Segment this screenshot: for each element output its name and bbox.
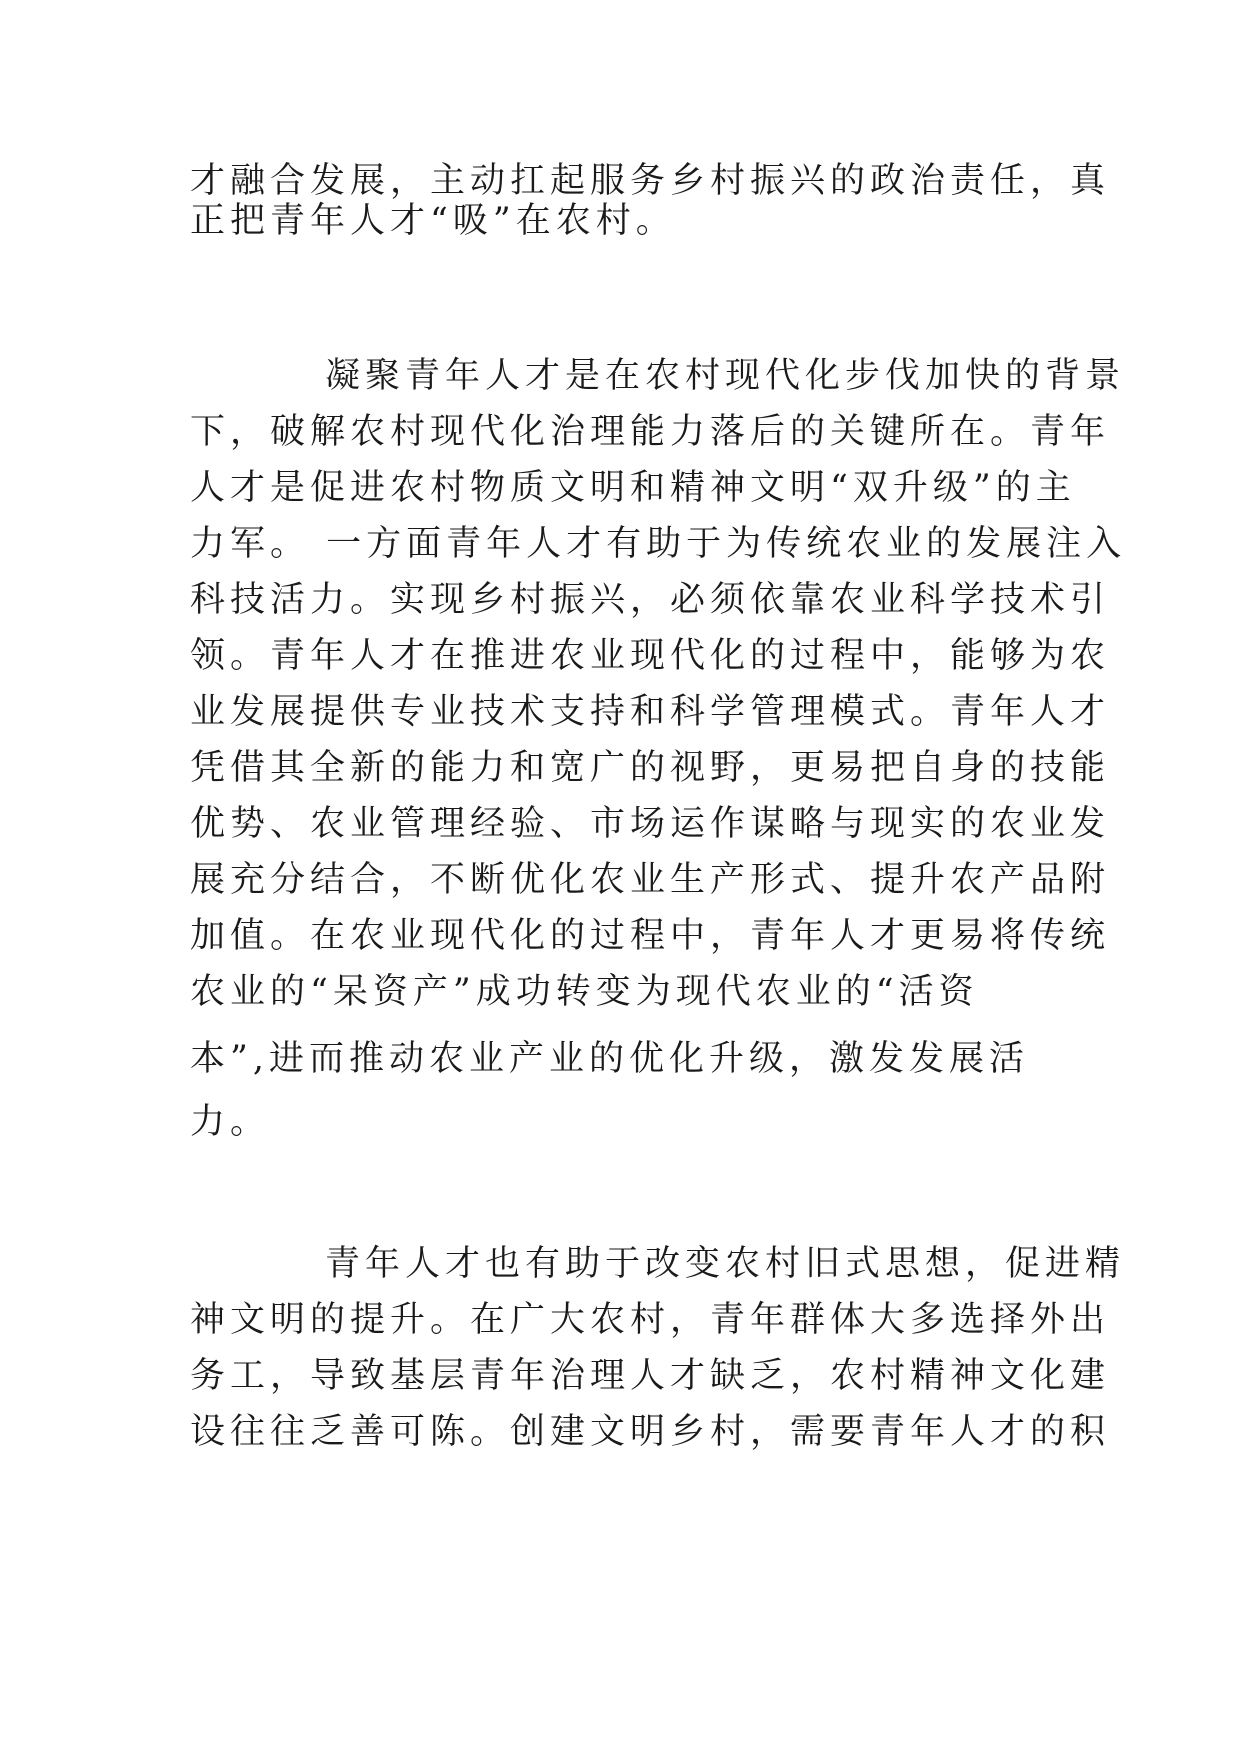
- text-line: 才融合发展，主动扛起服务乡村振兴的政治责任，真: [190, 161, 1111, 201]
- text-line: 正把青年人才“吸”在农村。: [190, 201, 676, 241]
- text-line: 务工，导致基层青年治理人才缺乏，农村精神文化建: [190, 1356, 1111, 1396]
- text-line: 加值。在农业现代化的过程中，青年人才更易将传统: [190, 916, 1111, 956]
- text-line: 展充分结合，不断优化农业生产形式、提升农产品附: [190, 860, 1111, 900]
- text-line: 科技活力。实现乡村振兴，必须依靠农业科学技术引: [190, 580, 1111, 620]
- text-line: 农业的“呆资产”成功转变为现代农业的“活资: [190, 972, 979, 1012]
- text-line: 力。: [190, 1102, 271, 1142]
- text-line: 本”,进而推动农业产业的优化升级，激发发展活: [190, 1039, 1030, 1079]
- paragraph-first-line: 凝聚青年人才是在农村现代化步伐加快的背景: [325, 356, 1126, 396]
- text-line: 下，破解农村现代化治理能力落后的关键所在。青年: [190, 412, 1111, 452]
- text-line: 神文明的提升。在广大农村，青年群体大多选择外出: [190, 1300, 1111, 1340]
- text-line: 人才是促进农村物质文明和精神文明“双升级”的主: [190, 468, 1076, 508]
- text-line: 力军。 一方面青年人才有助于为传统农业的发展注入: [190, 524, 1127, 564]
- text-line: 设往往乏善可陈。创建文明乡村，需要青年人才的积: [190, 1412, 1111, 1452]
- text-line: 优势、农业管理经验、市场运作谋略与现实的农业发: [190, 804, 1111, 844]
- paragraph-first-line: 青年人才也有助于改变农村旧式思想，促进精: [325, 1244, 1126, 1284]
- text-line: 领。青年人才在推进农业现代化的过程中，能够为农: [190, 636, 1111, 676]
- text-line: 业发展提供专业技术支持和科学管理模式。青年人才: [190, 692, 1111, 732]
- text-line: 凭借其全新的能力和宽广的视野，更易把自身的技能: [190, 748, 1111, 788]
